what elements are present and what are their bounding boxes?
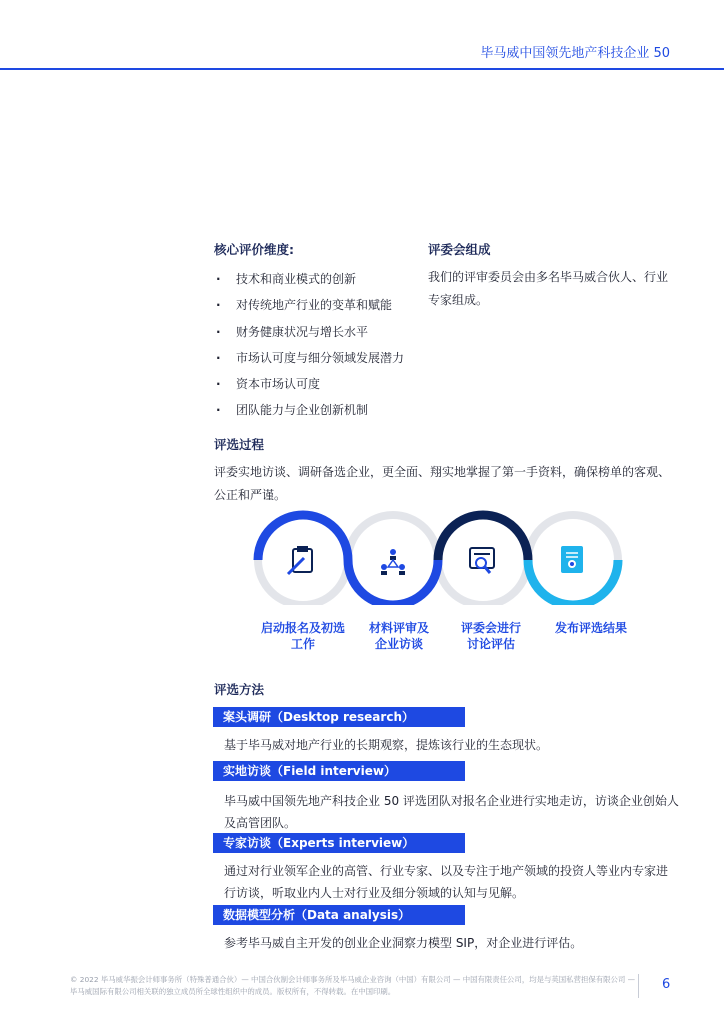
method-title-bar: 案头调研（Desktop research） bbox=[213, 707, 465, 727]
step-label-1 bbox=[253, 620, 353, 652]
people-network-icon bbox=[381, 549, 405, 575]
method-text: 毕马威中国领先地产科技企业 50 评选团队对报名企业进行实地走访，访谈企业创始人及高管团队。 bbox=[224, 794, 679, 830]
process-heading: 评选过程 bbox=[214, 437, 265, 452]
step-label-line: 发布评选结果 bbox=[554, 621, 627, 635]
step-label-line: 启动报名及初选 bbox=[260, 621, 345, 635]
ring-1-arc bbox=[258, 515, 348, 560]
method-title-bar: 实地访谈（Field interview） bbox=[213, 761, 465, 781]
page-number: 6 bbox=[662, 977, 671, 992]
method-text: 参考毕马威自主开发的创业企业洞察力模型 SIP，对企业进行评估。 bbox=[224, 936, 583, 950]
step-label-line: 评委会进行 bbox=[460, 621, 521, 635]
list-item: · 团队能力与企业创新机制 bbox=[214, 397, 414, 423]
list-item: · 财务健康状况与增长水平 bbox=[214, 319, 414, 345]
header-divider bbox=[0, 68, 724, 70]
process-diagram bbox=[248, 505, 638, 605]
document-magnifier-icon bbox=[470, 548, 494, 573]
method-title-bar: 数据模型分析（Data analysis） bbox=[213, 905, 465, 925]
step-label-line: 讨论评估 bbox=[466, 637, 515, 651]
step-label-line: 材料评审及 bbox=[368, 621, 429, 635]
step-label-3 bbox=[441, 620, 541, 652]
methods-heading: 评选方法 bbox=[214, 682, 265, 697]
criteria-heading: 核心评价维度: bbox=[214, 242, 294, 257]
list-item: · 市场认可度与细分领域发展潜力 bbox=[214, 345, 414, 371]
committee-heading: 评委会组成 bbox=[428, 242, 491, 257]
method-text: 基于毕马威对地产行业的长期观察，提炼该行业的生态现状。 bbox=[224, 738, 549, 752]
method-text: 通过对行业领军企业的高管、行业专家、以及专注于地产领域的投资人等业内专家进行访谈，听取业内人士对行业及细分领域的认知与见解。 bbox=[224, 864, 669, 900]
footer-divider bbox=[638, 974, 639, 998]
step-label-2 bbox=[349, 620, 449, 652]
process-section bbox=[214, 435, 674, 507]
criteria-section bbox=[214, 240, 414, 424]
clipboard-pen-icon bbox=[288, 547, 312, 574]
list-item: · 技术和商业模式的创新 bbox=[214, 266, 414, 292]
footer-copyright: © 2022 毕马威华振会计师事务所（特殊普通合伙）— 中国合伙制会计师事务所及毕马威企业咨询（中国）有限公司 — 中国有限责任公司，均是与英国私营担保有限公司 — 毕马威国际有限公司相关联的独立成员所全球性组织中的成员。版权所有，不得转载。在中国印刷。 bbox=[70, 975, 636, 996]
certificate-icon bbox=[561, 546, 583, 573]
criteria-list bbox=[214, 266, 414, 424]
running-header: 毕马威中国领先地产科技企业 50 bbox=[480, 46, 670, 61]
process-rings bbox=[248, 505, 638, 605]
step-label-line: 工作 bbox=[290, 637, 315, 651]
list-item: · 对传统地产行业的变革和赋能 bbox=[214, 292, 414, 318]
step-label-4 bbox=[541, 620, 641, 636]
committee-text: 我们的评审委员会由多名毕马威合伙人、行业专家组成。 bbox=[428, 270, 669, 307]
list-item: · 资本市场认可度 bbox=[214, 371, 414, 397]
process-text: 评委实地访谈、调研备选企业，更全面、翔实地掌握了第一手资料，确保榜单的客观、公正和严谨。 bbox=[214, 465, 671, 502]
step-label-line: 企业访谈 bbox=[374, 637, 423, 651]
committee-section bbox=[428, 240, 678, 312]
method-title-bar: 专家访谈（Experts interview） bbox=[213, 833, 465, 853]
